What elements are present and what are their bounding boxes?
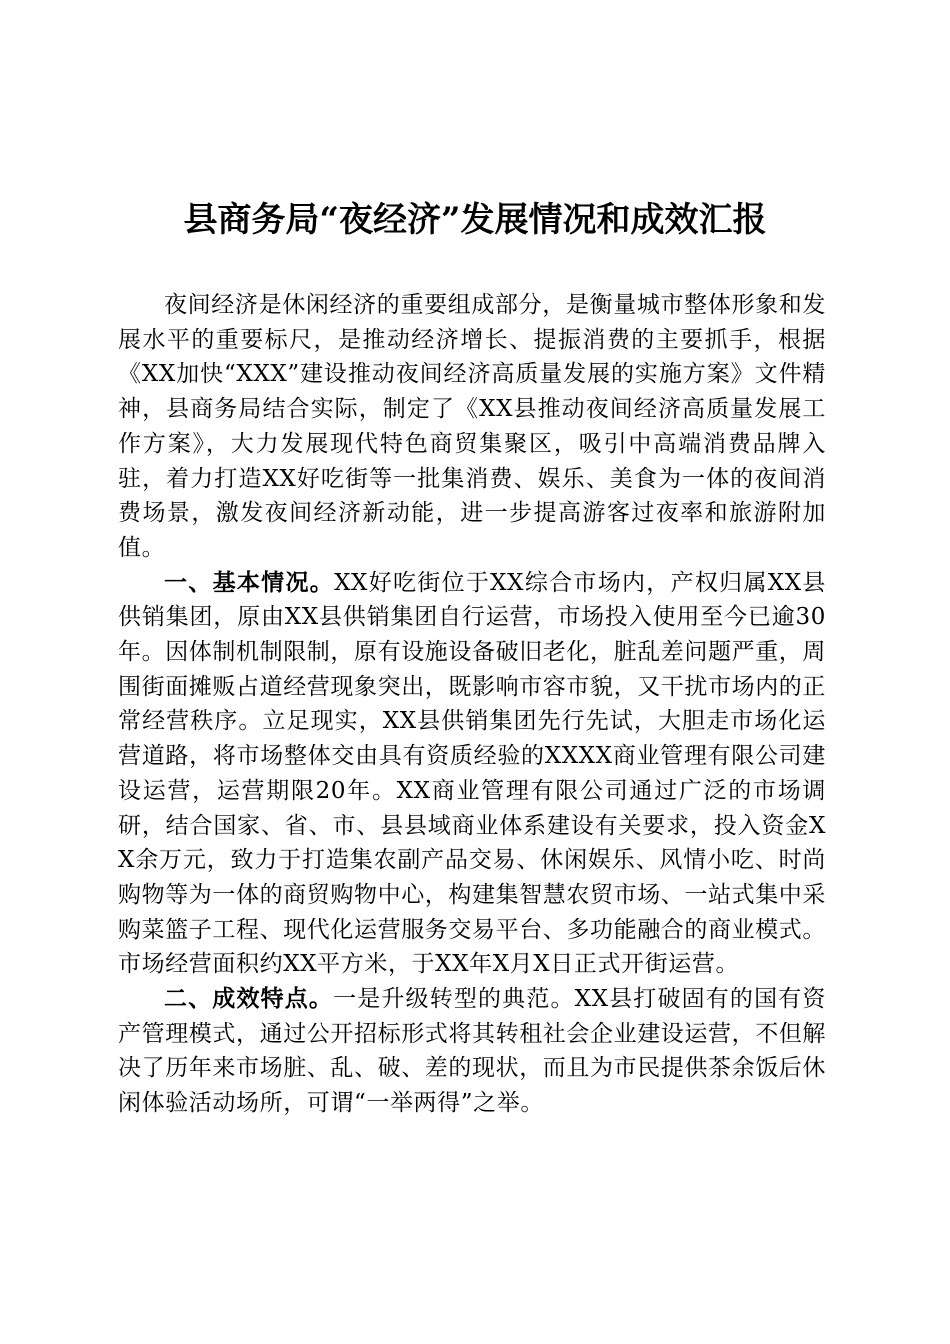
document-title: 县商务局“夜经济”发展情况和成效汇报 [183,200,767,240]
paragraph-achievements-text: 一是升级转型的典范。XX县打破固有的国有资产管理模式，通过公开招标形式将其转租社会企业建设运营，不但解决了历年来市场脏、乱、破、差的现状，而且为市民提供茶余饭后休闲体验活动场所，可谓“一举两得”之举。 [118,986,826,1117]
paragraph-intro [118,288,826,566]
paragraph-intro-text: 夜间经济是休闲经济的重要组成部分，是衡量城市整体形象和发展水平的重要标尺，是推动经济增长、提振消费的主要抓手，根据《XX加快“XXX”建设推动夜间经济高质量发展的实施方案》文件精神，县商务局结合实际，制定了《XX县推动夜间经济高质量发展工作方案》，大力发展现代特色商贸集聚区，吸引中高端消费品牌入驻，着力打造XX好吃街等一批集消费、娱乐、美食为一体的夜间消费场景，激发夜间经济新动能，进一步提高游客过夜率和旅游附加值。 [118,292,826,561]
paragraph-basic-situation-text: XX好吃街位于XX综合市场内，产权归属XX县供销集团，原由XX县供销集团自行运营，市场投入使用至今已逾30年。因体制机制限制，原有设施设备破旧老化，脏乱差问题严重，周围街面摊贩占道经营现象突出，既影响市容市貌，又干扰市场内的正常经营秩序。立足现实，XX县供销集团先行先试，大胆走市场化运营道路，将市场整体交由具有资质经验的XXXX商业管理有限公司建设运营，运营期限20年。XX商业管理有限公司通过广泛的市场调研，结合国家、省、市、县县域商业体系建设有关要求，投入资金XX余万元，致力于打造集农副产品交易、休闲娱乐、风情小吃、时尚购物等为一体的商贸购物中心，构建集智慧农贸市场、一站式集中采购菜篮子工程、现代化运营服务交易平台、多功能融合的商业模式。市场经营面积约XX平方米，于XX年X月X日正式开街运营。 [118,569,826,978]
section-heading-basic-situation: 一、基本情况。 [164,568,335,596]
section-heading-achievements: 二、成效特点。 [164,985,334,1013]
document-body [118,288,826,1121]
paragraph-basic-situation [118,566,826,982]
paragraph-achievements [118,982,826,1121]
